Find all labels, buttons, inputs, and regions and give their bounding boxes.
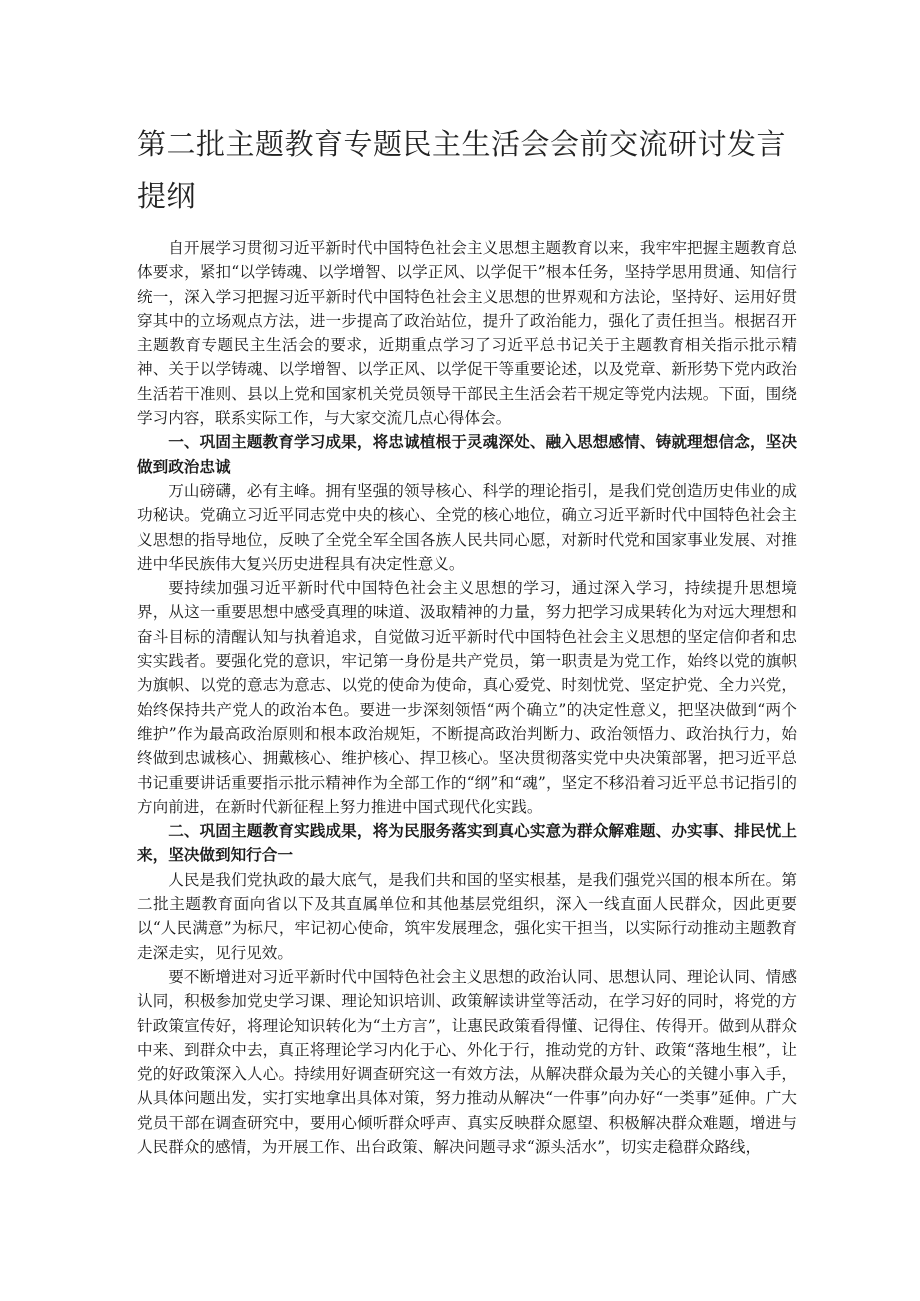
document-title: 第二批主题教育专题民主生活会会前交流研讨发言提纲 [137, 127, 787, 213]
body-paragraph: 要不断增进对习近平新时代中国特色社会主义思想的政治认同、思想认同、理论认同、情感认同，积极参加党史学习课、理论知识培训、政策解读讲堂等活动，在学习好的同时，将党的方针政策宣传好，将理论知识转化为“土方言”，让惠民政策看得懂、记得住、传得开。做到从群众中来、到群众中去，真正将理论学习内化于心、外化于行，推动党的方针、政策“落地生根”，让党的好政策深入人心。持续用好调查研究这一有效方法，从解决群众最为关心的关键小事入手，从具体问题出发，实打实地拿出具体对策，努力推动从解决“一件事”向办好“一类事”延伸。广大党员干部在调查研究中，要用心倾听群众呼声、真实反映群众愿望、积极解决群众难题，增进与人民群众的感情，为开展工作、出台政策、解决问题寻求“源头活水”，切实走稳群众路线， [137, 967, 797, 1156]
intro-paragraph: 自开展学习贯彻习近平新时代中国特色社会主义思想主题教育以来，我牢牢把握主题教育总体要求，紧扣“以学铸魂、以学增智、以学正风、以学促干”根本任务，坚持学思用贯通、知信行统一，深入学习把握习近平新时代中国特色社会主义思想的世界观和方法论，坚持好、运用好贯穿其中的立场观点方法，进一步提高了政治站位，提升了政治能力，强化了责任担当。根据召开主题教育专题民主生活会的要求，近期重点学习了习近平总书记关于主题教育相关指示批示精神、关于以学铸魂、以学增智、以学正风、以学促干等重要论述，以及党章、新形势下党内政治生活若干准则、县以上党和国家机关党员领导干部民主生活会若干规定等党内法规。下面，围绕学习内容，联系实际工作，与大家交流几点心得体会。 [137, 239, 797, 428]
section-heading-2: 二、巩固主题教育实践成果，将为民服务落实到真心实意为群众解难题、办实事、排民忧上来，坚决做到知行合一 [137, 822, 797, 865]
body-paragraph: 要持续加强习近平新时代中国特色社会主义思想的学习，通过深入学习，持续提升思想境界，从这一重要思想中感受真理的味道、汲取精神的力量，努力把学习成果转化为对远大理想和奋斗目标的清醒认知与执着追求，自觉做习近平新时代中国特色社会主义思想的坚定信仰者和忠实实践者。要强化党的意识，牢记第一身份是共产党员，第一职责是为党工作，始终以党的旗帜为旗帜、以党的意志为意志、以党的使命为使命，真心爱党、时刻忧党、坚定护党、全力兴党，始终保持共产党人的政治本色。要进一步深刻领悟“两个确立”的决定性意义，把坚决做到“两个维护”作为最高政治原则和根本政治规矩，不断提高政治判断力、政治领悟力、政治执行力，始终做到忠诚核心、拥戴核心、维护核心、捍卫核心。坚决贯彻落实党中央决策部署，把习近平总书记重要讲话重要指示批示精神作为全部工作的“纲”和“魂”，坚定不移沿着习近平总书记指引的方向前进，在新时代新征程上努力推进中国式现代化实践。 [137, 579, 797, 816]
document-page [137, 118, 797, 1159]
body-paragraph: 人民是我们党执政的最大底气，是我们共和国的坚实根基，是我们强党兴国的根本所在。第二批主题教育面向省以下及其直属单位和其他基层党组织，深入一线直面人民群众，因此更要以“人民满意”为标尺，牢记初心使命，筑牢发展理念，强化实干担当，以实际行动推动主题教育走深走实，见行见效。 [137, 870, 797, 962]
section-heading-1: 一、巩固主题教育学习成果，将忠诚植根于灵魂深处、融入思想感情、铸就理想信念，坚决做到政治忠诚 [137, 433, 797, 476]
document-body [137, 236, 797, 1159]
body-paragraph: 万山磅礴，必有主峰。拥有坚强的领导核心、科学的理论指引，是我们党创造历史伟业的成功秘诀。党确立习近平同志党中央的核心、全党的核心地位，确立习近平新时代中国特色社会主义思想的指导地位，反映了全党全军全国各族人民共同心愿，对新时代党和国家事业发展、对推进中华民族伟大复兴历史进程具有决定性意义。 [137, 481, 797, 573]
